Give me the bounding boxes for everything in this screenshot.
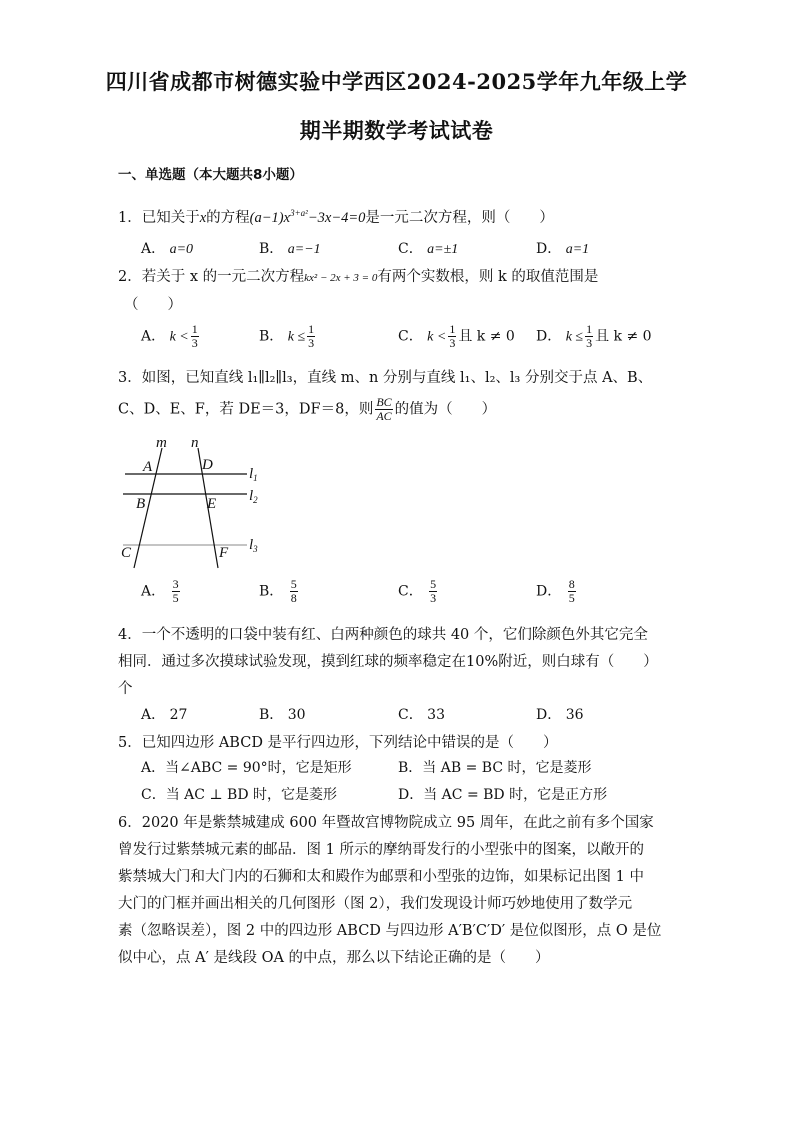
q1-eq-b: −3x−4=0 xyxy=(307,210,366,226)
q1-eq-a: (a−1)x xyxy=(249,210,291,226)
q1-exponent: 3+a² xyxy=(290,208,308,219)
label-m: m xyxy=(156,435,167,451)
q2-option-c[interactable]: C． k < $\frac{1}{3}$ 且 k ≠ 0 xyxy=(398,322,515,350)
label-B: B xyxy=(136,496,146,512)
q4-option-c[interactable]: C． 33 xyxy=(398,707,445,723)
q4-option-b[interactable]: B． 30 xyxy=(259,707,306,723)
q5-option-a[interactable]: A．当∠ABC = 90°时，它是矩形 xyxy=(141,760,352,776)
q4-line-1: 4．一个不透明的口袋中装有红、白两种颜色的球共 40 个，它们除颜色外其它完全 xyxy=(118,627,648,643)
q3-fraction: $\frac{BC}{AC}$ xyxy=(376,395,392,423)
q2-pre: 2．若关于 x 的一元二次方程 xyxy=(118,269,305,285)
q1-var: x xyxy=(199,210,207,226)
q5-option-d[interactable]: D．当 AC = BD 时，它是正方形 xyxy=(398,787,608,803)
q4-option-a[interactable]: A． 27 xyxy=(141,707,188,723)
label-l2: $l_2$ xyxy=(249,488,258,505)
label-C: C xyxy=(121,545,132,561)
q6-line-3: 紫禁城大门和大门内的石狮和太和殿作为邮票和小型张的边饰，如果标记出图 1 中 xyxy=(118,869,644,885)
q3-option-b[interactable]: B． $\frac{5}{8}$ xyxy=(259,577,297,605)
q1-option-d[interactable]: D． a=1 xyxy=(536,241,590,257)
q2-post: 有两个实数根，则 k 的取值范围是 xyxy=(377,269,599,285)
q4-line-3: 个 xyxy=(118,681,133,697)
section-heading: 一、单选题（本大题共8小题） xyxy=(118,167,303,183)
q1-option-c[interactable]: C． a=±1 xyxy=(398,241,459,257)
q2-line-2: （ ） xyxy=(124,297,182,313)
q6-line-5: 素（忽略误差），图 2 中的四边形 ABCD 与四边形 A′B′C′D′ 是位似图形，点 O 是位 xyxy=(118,923,662,939)
q3-option-d[interactable]: D． $\frac{8}{5}$ xyxy=(536,577,575,605)
q3-line-1: 3．如图，已知直线 l₁∥l₂∥l₃，直线 m、n 分别与直线 l₁、l₂、l₃ 分别交于点 A、B、 xyxy=(118,370,653,386)
label-D: D xyxy=(202,457,213,473)
q2-option-d[interactable]: D． k ≤ $\frac{1}{3}$ 且 k ≠ 0 xyxy=(536,322,652,350)
label-F: F xyxy=(219,545,229,561)
q2-equation: kx² − 2x + 3 = 0 xyxy=(304,272,378,284)
label-l1: $l_1$ xyxy=(249,466,258,483)
question-1 xyxy=(118,206,554,227)
q1-pre: 1．已知关于 xyxy=(118,210,200,226)
question-2 xyxy=(118,265,598,286)
q5-option-b[interactable]: B．当 AB = BC 时，它是菱形 xyxy=(398,760,592,776)
q6-line-6: 似中心，点 A′ 是线段 OA 的中点，那么以下结论正确的是（ ） xyxy=(118,950,550,966)
q5-line-1: 5．已知四边形 ABCD 是平行四边形，下列结论中错误的是（ ） xyxy=(118,735,558,751)
label-A: A xyxy=(143,459,153,475)
q6-line-1: 6．2020 年是紫禁城建成 600 年暨故宫博物院成立 95 周年，在此之前有多个国家 xyxy=(118,815,654,831)
q6-line-2: 曾发行过紫禁城元素的邮品．图 1 所示的摩纳哥发行的小型张中的图案，以敞开的 xyxy=(118,842,644,858)
q4-option-d[interactable]: D． 36 xyxy=(536,707,584,723)
label-E: E xyxy=(207,496,217,512)
q2-option-b[interactable]: B． k ≤ $\frac{1}{3}$ xyxy=(259,322,315,350)
label-l3: $l_3$ xyxy=(249,537,258,554)
q3-option-a[interactable]: A． $\frac{3}{5}$ xyxy=(141,577,179,605)
label-n: n xyxy=(191,435,199,451)
page-title-line-2: 期半期数学考试试卷 xyxy=(299,118,494,143)
q5-option-c[interactable]: C．当 AC ⊥ BD 时，它是菱形 xyxy=(141,787,338,803)
page-title-line-1: 四川省成都市树德实验中学西区2024-2025学年九年级上学 xyxy=(105,69,688,94)
q3-option-c[interactable]: C． $\frac{5}{3}$ xyxy=(398,577,437,605)
q1-mid: 的方程 xyxy=(206,210,250,226)
q2-option-a[interactable]: A． k < $\frac{1}{3}$ xyxy=(141,322,198,350)
q1-post: 是一元二次方程，则（ ） xyxy=(365,210,554,226)
q1-option-b[interactable]: B． a=−1 xyxy=(259,241,321,257)
q3-line-2: C、D、E、F，若 DE＝3，DF＝8，则 $\frac{BC}{AC}$ 的值为（ ） xyxy=(118,395,497,423)
q1-option-a[interactable]: A． a=0 xyxy=(141,241,194,257)
q6-line-4: 大门的门框并画出相关的几何图形（图 2），我们发现设计师巧妙地使用了数学元 xyxy=(118,896,633,912)
q3-figure xyxy=(115,432,275,572)
q4-line-2: 相同．通过多次摸球试验发现，摸到红球的频率稳定在10%附近，则白球有（ ） xyxy=(118,654,658,670)
